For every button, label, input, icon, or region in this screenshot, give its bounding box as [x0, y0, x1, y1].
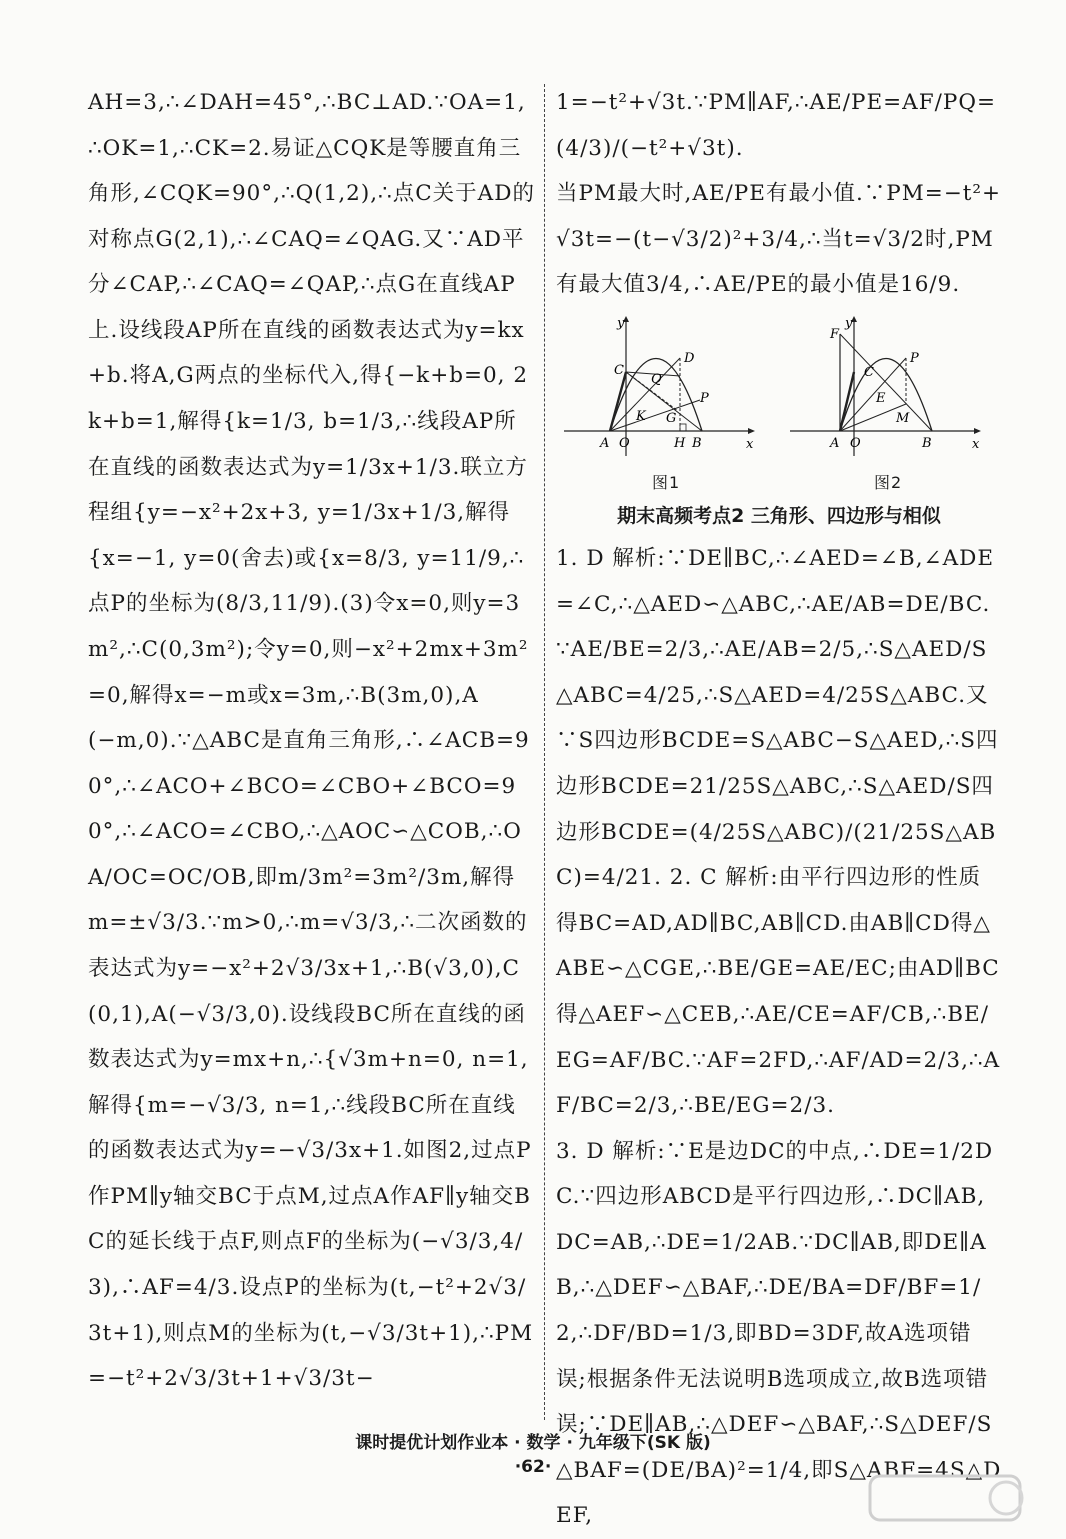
- figures-row: [556, 316, 1002, 494]
- fig2-label-C: C: [864, 364, 875, 380]
- page-number: ·62·: [514, 1457, 552, 1477]
- fig1-label-K: K: [636, 408, 647, 424]
- right-paragraph-3: 1. D 解析:∵DE∥BC,∴∠AED=∠B,∠ADE=∠C,∴△AED∽△ABC,∴AE/AB=DE/BC.∵AE/BE=2/3,∴AE/AB=2/5,∴S△AED/S△ABC=4/25,∴S△AED=4/25S△ABC.又∵S四边形BCDE=S△ABC−S△AED,∴S四边形BCDE=21/25S△ABC,∴S△AED/S四边形BCDE=(4/25S△ABC)/(21/25S△ABC)=4/21. 2. C 解析:由平行四边形的性质得BC=AD,AD∥BC,AB∥CD.由AB∥CD得△ABE∽△CGE,∴BE/GE=AE/EC;由AD∥BC得△AEF∽△CEB,∴AE/CE=AF/CB,∴BE/EG=AF/BC.∵AF=2FD,∴AF/AD=2/3,∴AF/BC=2/3,∴BE/EG=2/3.: [556, 546, 1001, 1119]
- figure-2-caption: 图2: [874, 472, 903, 492]
- fig1-label-A: A: [600, 435, 611, 451]
- fig2-label-O: O: [850, 435, 862, 451]
- fig1-label-H: H: [674, 435, 687, 451]
- fig2-label-B: B: [922, 435, 933, 451]
- left-column: [88, 80, 536, 1402]
- figure-1: [560, 316, 760, 466]
- right-paragraph-4: 3. D 解析:∵E是边DC的中点,∴DE=1/2DC.∵四边形ABCD是平行四边形,∴DC∥AB,DC=AB,∴DE=1/2AB.∵DC∥AB,即DE∥AB,∴△DEF∽△BAF,∴DE/BA=DF/BF=1/2,∴DF/BD=1/3,即BD=3DF,故A选项错误;根据条件无法说明B选项成立,故B选项错误;∵DE∥AB,∴△DEF∽△BAF,∴S△DEF/S△BAF=(DE/BA)²=1/4,即S△ABF=4S△DEF,: [556, 1138, 1002, 1529]
- watermark-logo: [866, 1470, 1036, 1530]
- fig2-label-y: y: [845, 315, 854, 331]
- fig1-label-C: C: [614, 362, 625, 378]
- column-divider: [544, 84, 545, 1420]
- fig2-label-E: E: [876, 390, 887, 406]
- right-paragraph-2: 当PM最大时,AE/PE有最小值.∵PM=−t²+√3t=−(t−√3/2)²+3/4,∴当t=√3/2时,PM有最大值3/4,∴AE/PE的最小值是16/9.: [556, 181, 1002, 298]
- fig1-label-O: O: [619, 435, 631, 451]
- right-column: [556, 80, 1002, 1539]
- fig2-label-A: A: [830, 435, 841, 451]
- fig1-label-G: G: [666, 410, 678, 426]
- figure-2: [786, 316, 986, 466]
- right-paragraph-1: 1=−t²+√3t.∵PM∥AF,∴AE/PE=AF/PQ=(4/3)/(−t²+√3t).: [556, 90, 996, 161]
- figure-1-caption: 图1: [652, 472, 681, 492]
- footer-title: 课时提优计划作业本 · 数学 · 九年级下(SK 版): [355, 1433, 711, 1453]
- fig1-label-Q: Q: [651, 371, 663, 387]
- fig2-label-F: F: [830, 326, 841, 342]
- fig2-label-M: M: [896, 410, 911, 426]
- fig1-label-P: P: [700, 390, 710, 406]
- fig1-label-B: B: [692, 435, 703, 451]
- fig1-label-D: D: [684, 350, 696, 366]
- fig1-label-x: x: [746, 436, 755, 452]
- fig1-label-y: y: [617, 315, 626, 331]
- left-paragraph: AH=3,∴∠DAH=45°,∴BC⊥AD.∵OA=1,∴OK=1,∴CK=2.易证△CQK是等腰直角三角形,∠CQK=90°,∴Q(1,2),∴点C关于AD的对称点G(2,1),∴∠CAQ=∠QAG.又∵AD平分∠CAP,∴∠CAQ=∠QAP,∴点G在直线AP上.设线段AP所在直线的函数表达式为y=kx+b.将A,G两点的坐标代入,得{−k+b=0, 2k+b=1,解得{k=1/3, b=1/3,∴线段AP所在直线的函数表达式为y=1/3x+1/3.联立方程组{y=−x²+2x+3, y=1/3x+1/3,解得{x=−1, y=0(舍去)或{x=8/3, y=11/9,∴点P的坐标为(8/3,11/9).(3)令x=0,则y=3m²,∴C(0,3m²);令y=0,则−x²+2mx+3m²=0,解得x=−m或x=3m,∴B(3m,0),A(−m,0).∵△ABC是直角三角形,∴∠ACB=90°,∴∠ACO+∠BCO=∠CBO+∠BCO=90°,∴∠ACO=∠CBO,∴△AOC∽△COB,∴OA/OC=OC/OB,即m/3m²=3m²/3m,解得m=±√3/3.∵m>0,∴m=√3/3,∴二次函数的表达式为y=−x²+2√3/3x+1,∴B(√3,0),C(0,1),A(−√3/3,0).设线段BC所在直线的函数表达式为y=mx+n,∴{√3m+n=0, n=1,解得{m=−√3/3, n=1,∴线段BC所在直线的函数表达式为y=−√3/3x+1.如图2,过点P作PM∥y轴交BC于点M,过点A作AF∥y轴交BC的延长线于点F,则点F的坐标为(−√3/3,4/3),∴AF=4/3.设点P的坐标为(t,−t²+2√3/3t+1),则点M的坐标为(t,−√3/3t+1),∴PM=−t²+2√3/3t+1+√3/3t−: [88, 90, 535, 1392]
- fig2-label-P: P: [910, 350, 920, 366]
- fig2-label-x: x: [972, 436, 981, 452]
- section-title: 期末高频考点2 三角形、四边形与相似: [617, 504, 941, 527]
